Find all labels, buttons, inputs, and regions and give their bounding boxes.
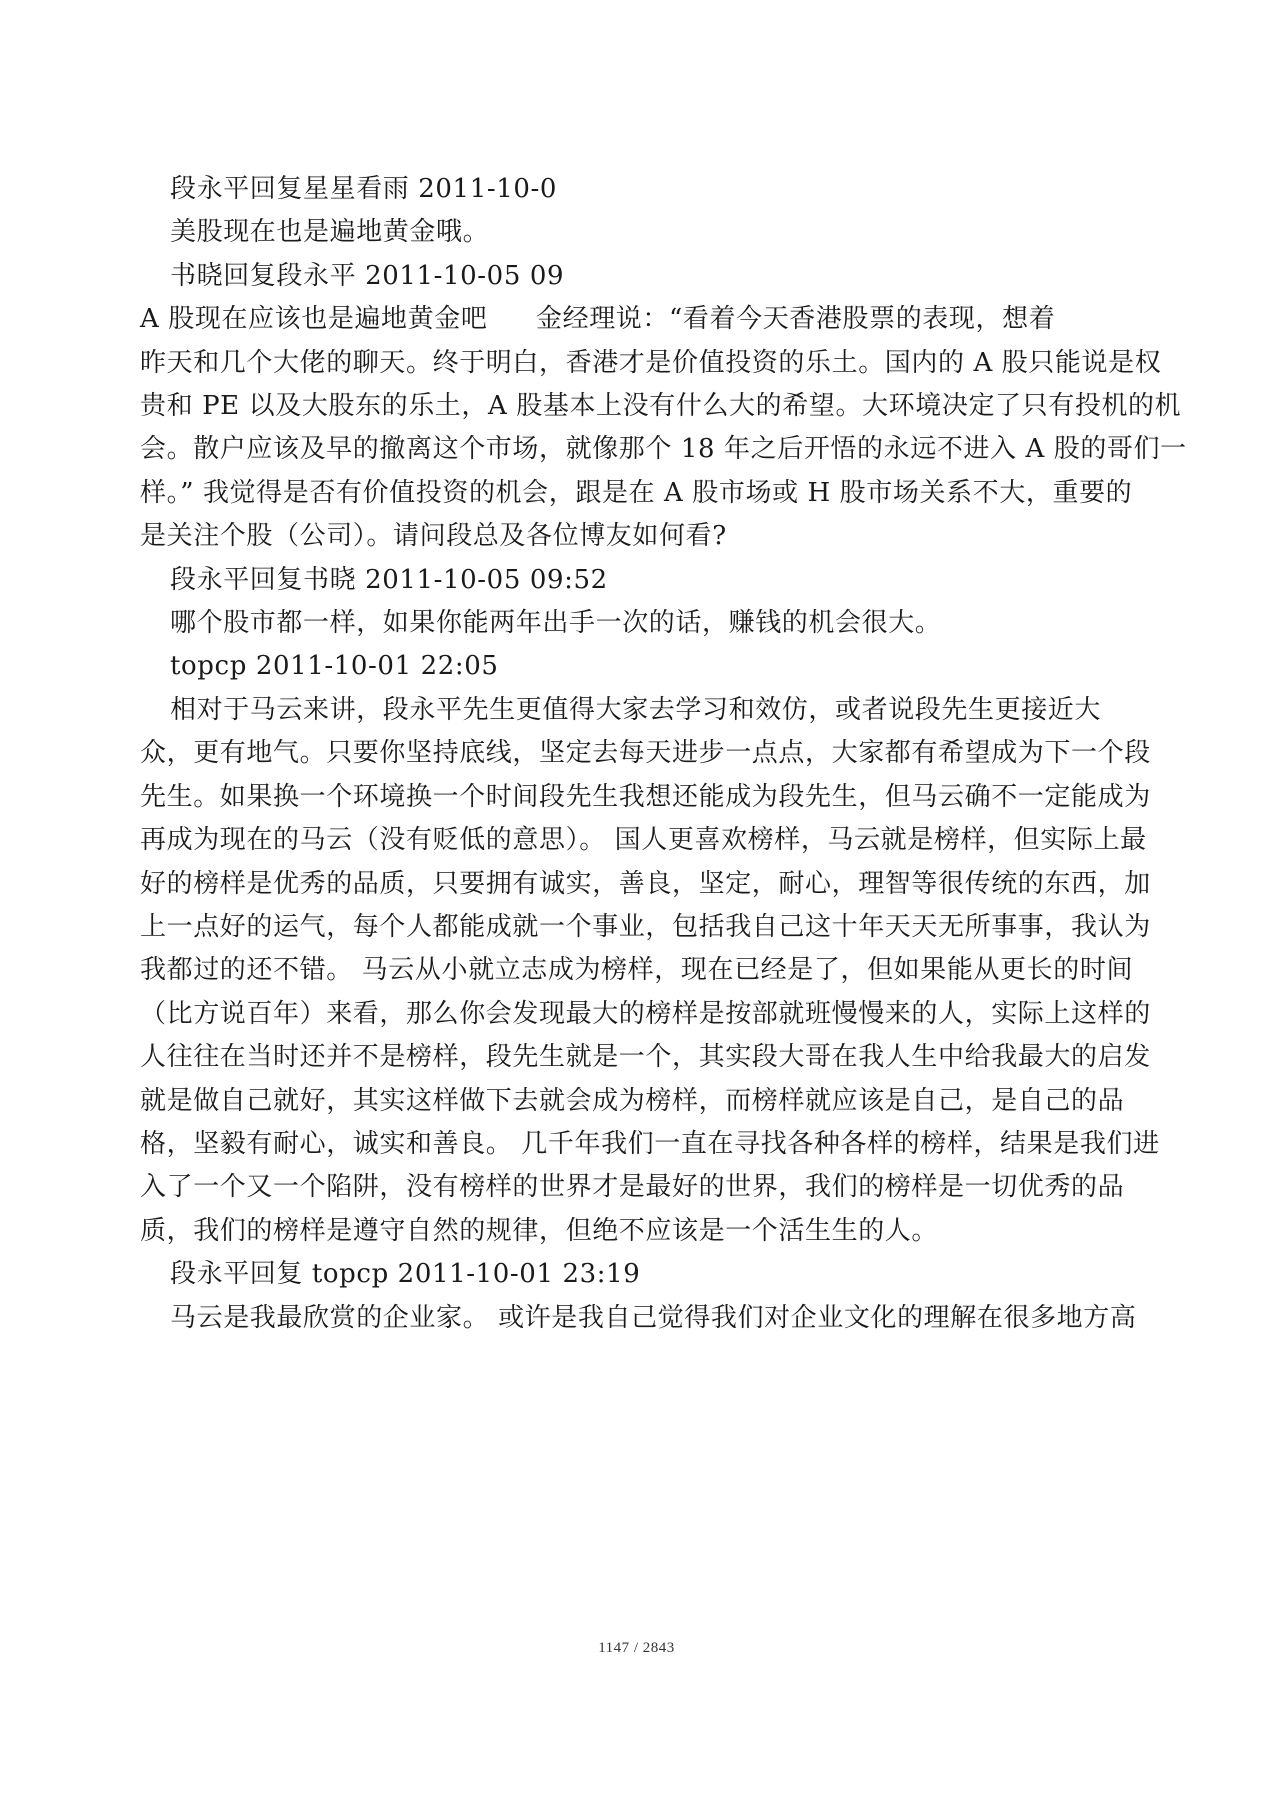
comment-line: 上一点好的运气，每个人都能成就一个事业，包括我自己这十年天天无所事事，我认为 (140, 911, 1151, 942)
comment-line: 格，坚毅有耐心，诚实和善良。 几千年我们一直在寻找各种各样的榜样，结果是我们进 (140, 1128, 1160, 1159)
comment-fragment: A 股现在应该也是遍地黄金吧 (140, 304, 488, 335)
comment-line: 质，我们的榜样是遵守自然的规律，但绝不应该是一个活生生的人。 (140, 1215, 939, 1246)
comment-line: 我都过的还不错。 马云从小就立志成为榜样，现在已经是了，但如果能从更长的时间 (140, 955, 1134, 986)
comment-fragment: 金经理说：“看着今天香港股票的表现，想着 (536, 304, 1056, 335)
comment-line: （比方说百年）来看，那么你会发现最大的榜样是按部就班慢慢来的人，实际上这样的 (140, 998, 1151, 1029)
comment-line: 是关注个股（公司）。请问段总及各位博友如何看? (140, 521, 727, 552)
comment-line (140, 298, 1168, 341)
page-number: 1147 / 2843 (598, 1640, 675, 1656)
reply-header: 段永平回复书晓 2011-10-05 09:52 (170, 564, 608, 595)
comment-line: 样。” 我觉得是否有价值投资的机会，跟是在 A 股市场或 H 股市场关系不大，重要的 (140, 477, 1133, 508)
document-body (140, 168, 1187, 1340)
comment-line: 众，更有地气。只要你坚持底线，坚定去每天进步一点点，大家都有希望成为下一个段 (140, 738, 1151, 769)
comment-line: 再成为现在的马云（没有贬低的意思）。 国人更喜欢榜样，马云就是榜样，但实际上最 (140, 825, 1147, 856)
comment-line: 贵和 PE 以及大股东的乐土，A 股基本上没有什么大的希望。大环境决定了只有投机的机 (140, 391, 1182, 422)
comment-line: 就是做自己就好，其实这样做下去就会成为榜样，而榜样就应该是自己，是自己的品 (140, 1085, 1125, 1116)
reply-header-text: 段永平回复星星看雨 2011-10-0 (170, 174, 558, 204)
reply-text: 哪个股市都一样，如果你能两年出手一次的话，赚钱的机会很大。 (170, 608, 942, 639)
comment-header: topcp 2011-10-01 22:05 (170, 651, 499, 682)
comment-header-text: 书晓回复段永平 2011-10-05 09 (170, 260, 565, 291)
comment-line: 好的榜样是优秀的品质，只要拥有诚实，善良，坚定，耐心，理智等很传统的东西，加 (140, 868, 1151, 899)
comment-line: 会。散户应该及早的撤离这个市场，就像那个 18 年之后开悟的永远不进入 A 股的哥们一 (140, 434, 1187, 465)
comment-line: 人往往在当时还并不是榜样，段先生就是一个，其实段大哥在我人生中给我最大的启发 (140, 1042, 1151, 1073)
reply-text: 美股现在也是遍地黄金哦。 (170, 217, 490, 248)
comment-header (170, 255, 1168, 298)
comment-line: 入了一个又一个陷阱，没有榜样的世界才是最好的世界，我们的榜样是一切优秀的品 (140, 1172, 1125, 1203)
reply-text: 马云是我最欣赏的企业家。 或许是我自己觉得我们对企业文化的理解在很多地方高 (170, 1302, 1137, 1333)
comment-line: 相对于马云来讲，段永平先生更值得大家去学习和效仿，或者说段先生更接近大 (170, 694, 1102, 725)
comment-line: 先生。如果换一个环境换一个时间段先生我想还能成为段先生，但马云确不一定能成为 (140, 781, 1151, 812)
comment-line: 昨天和几个大佬的聊天。终于明白，香港才是价值投资的乐土。国内的 A 股只能说是权 (140, 347, 1162, 378)
reply-header: 段永平回复 topcp 2011-10-01 23:19 (170, 1259, 641, 1290)
reply-header (170, 168, 1168, 211)
